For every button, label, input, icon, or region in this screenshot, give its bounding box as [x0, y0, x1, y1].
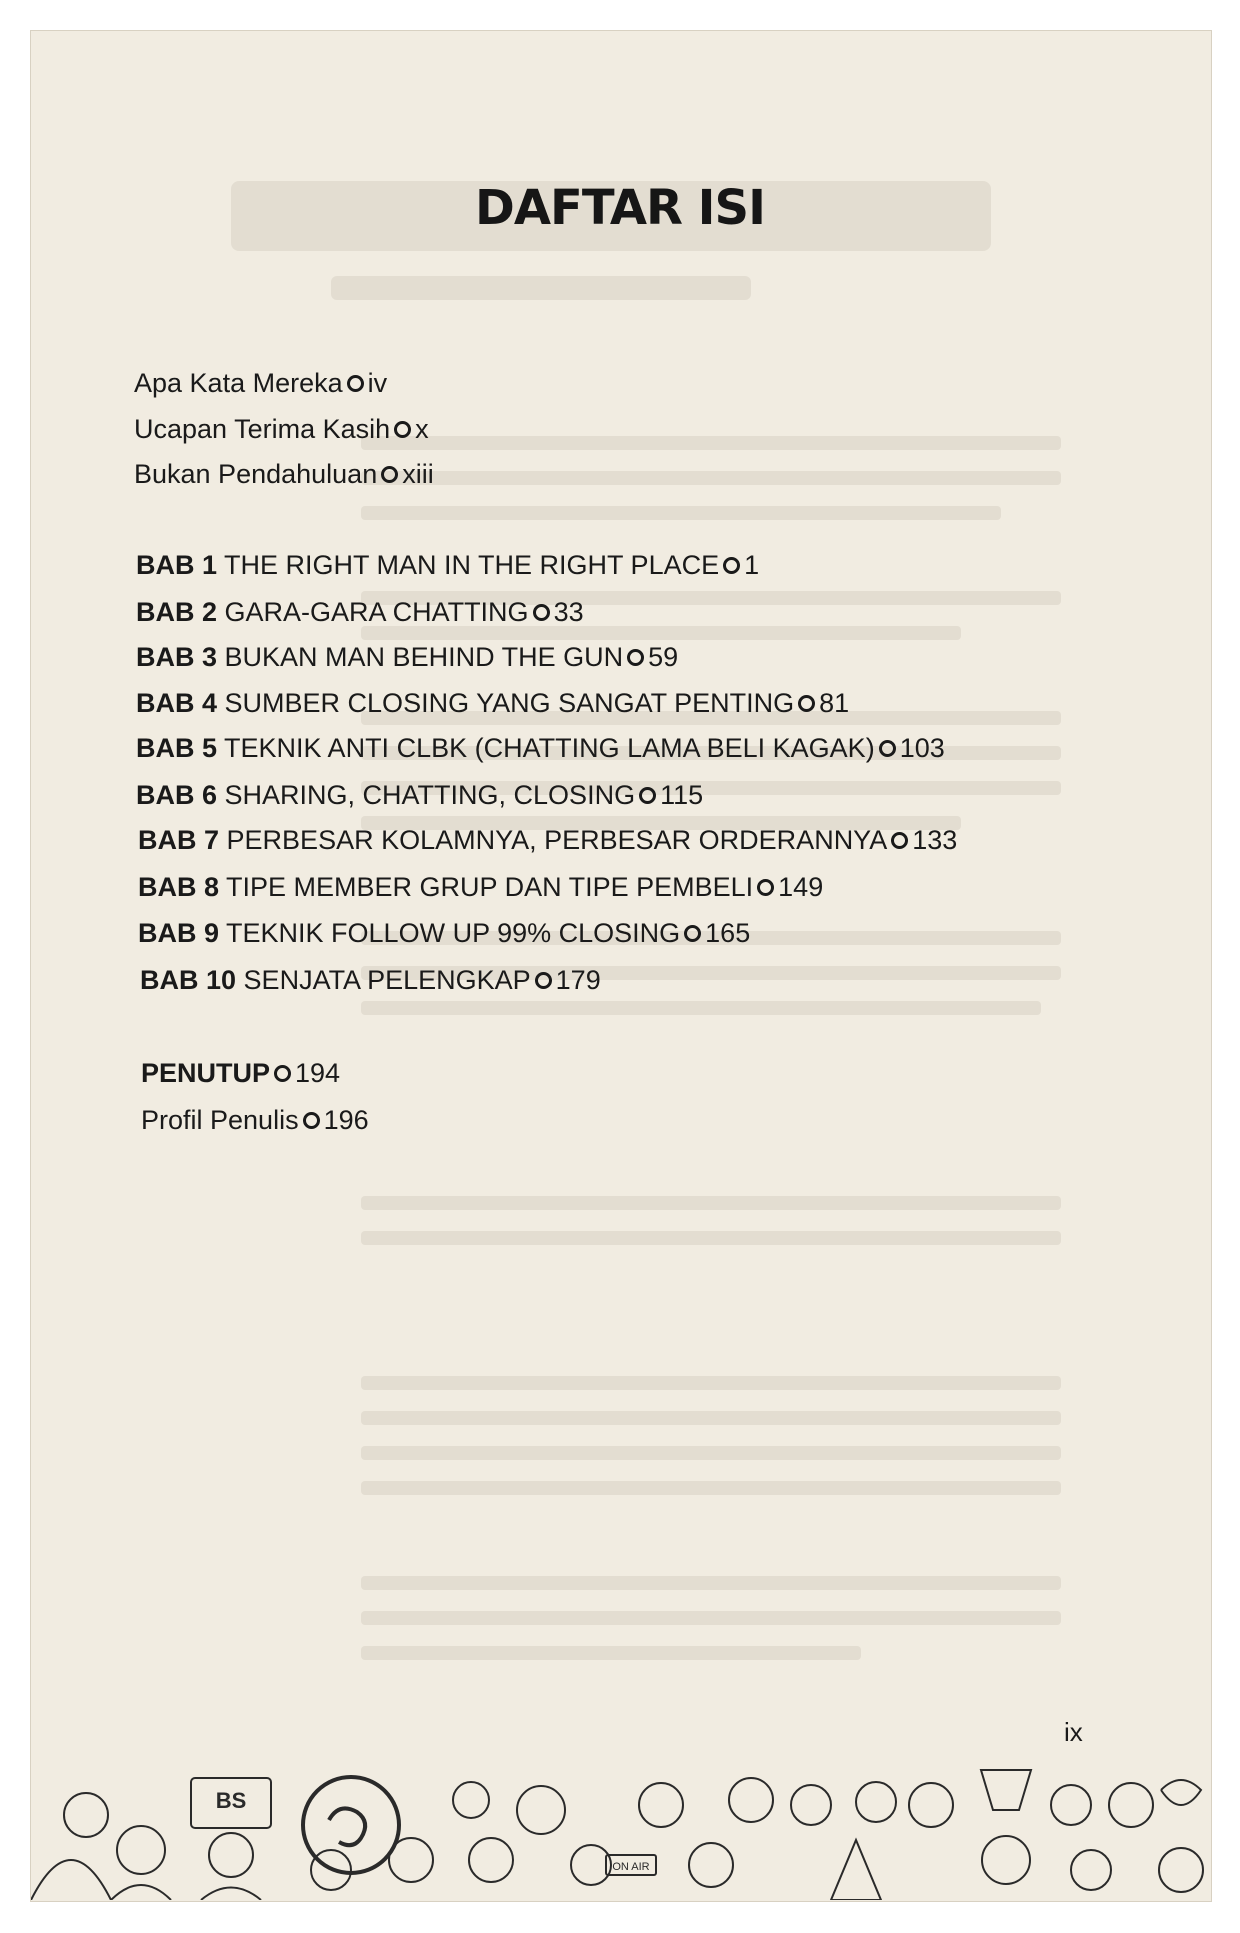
bullet-circle-icon — [639, 787, 656, 804]
page-number: ix — [1064, 1717, 1083, 1747]
toc-entry-title: SENJATA PELENGKAP — [243, 965, 531, 995]
toc-chapter-label: PENUTUP — [141, 1058, 271, 1088]
toc-entry — [134, 459, 434, 490]
toc-entry-title: Bukan Pendahuluan — [134, 459, 378, 489]
cartoon-crowd-illustration — [31, 1760, 1211, 1900]
bullet-circle-icon — [535, 972, 552, 989]
toc-page-number: 59 — [648, 642, 679, 672]
toc-entry — [138, 918, 750, 949]
toc-page-number: iv — [367, 368, 388, 398]
toc-page-number: 179 — [555, 965, 601, 995]
toc-entry-title: TEKNIK FOLLOW UP 99% CLOSING — [226, 918, 681, 948]
toc-page-number: 33 — [553, 597, 584, 627]
toc-chapter-label: BAB 2 — [136, 597, 218, 627]
toc-entry — [138, 872, 823, 903]
toc-page-number: 81 — [819, 688, 850, 718]
toc-entry — [136, 733, 945, 764]
toc-chapter-label: BAB 9 — [138, 918, 220, 948]
toc-entry — [136, 597, 584, 628]
toc-chapter-label: BAB 8 — [138, 872, 220, 902]
toc-entry-title: TEKNIK ANTI CLBK (CHATTING LAMA BELI KAGAK) — [224, 733, 875, 763]
toc-entry — [136, 642, 678, 673]
toc-entry — [141, 1058, 340, 1089]
toc-entry — [141, 1105, 369, 1136]
toc-chapter-label: BAB 10 — [140, 965, 237, 995]
bullet-circle-icon — [891, 832, 908, 849]
toc-chapter-label: BAB 1 — [136, 550, 218, 580]
toc-page-number: 103 — [899, 733, 945, 763]
bullet-circle-icon — [757, 879, 774, 896]
bullet-circle-icon — [303, 1112, 320, 1129]
bullet-circle-icon — [533, 604, 550, 621]
toc-entry — [136, 688, 849, 719]
toc-page-number: 149 — [778, 872, 824, 902]
toc-entry — [134, 368, 387, 399]
bullet-circle-icon — [627, 649, 644, 666]
toc-page-number: 165 — [705, 918, 751, 948]
bullet-circle-icon — [723, 557, 740, 574]
toc-entry-title: TIPE MEMBER GRUP DAN TIPE PEMBELI — [226, 872, 754, 902]
toc-entry — [138, 825, 957, 856]
toc-entry-title: GARA-GARA CHATTING — [224, 597, 529, 627]
toc-entry-title: Profil Penulis — [141, 1105, 299, 1135]
toc-entry — [136, 780, 703, 811]
toc-entry-title: PERBESAR KOLAMNYA, PERBESAR ORDERANNYA — [226, 825, 888, 855]
bullet-circle-icon — [274, 1065, 291, 1082]
toc-chapter-label: BAB 7 — [138, 825, 220, 855]
toc-page-number: 196 — [323, 1105, 369, 1135]
toc-entry — [140, 965, 601, 996]
toc-entry-title: Apa Kata Mereka — [134, 368, 343, 398]
toc-page-number: xiii — [402, 459, 434, 489]
toc-entry — [134, 414, 429, 445]
toc-entry-title: SHARING, CHATTING, CLOSING — [224, 780, 636, 810]
bullet-circle-icon — [798, 695, 815, 712]
toc-chapter-label: BAB 4 — [136, 688, 218, 718]
toc-page-number: 194 — [295, 1058, 341, 1088]
toc-chapter-label: BAB 5 — [136, 733, 218, 763]
bs-sign-label: BS — [215, 1788, 247, 1813]
toc-page-number: 133 — [912, 825, 958, 855]
bullet-circle-icon — [381, 466, 398, 483]
toc-entry-title: BUKAN MAN BEHIND THE GUN — [224, 642, 624, 672]
toc-chapter-label: BAB 6 — [136, 780, 218, 810]
bullet-circle-icon — [684, 925, 701, 942]
toc-entry-title: THE RIGHT MAN IN THE RIGHT PLACE — [224, 550, 720, 580]
bullet-circle-icon — [394, 421, 411, 438]
toc-page-number: 1 — [744, 550, 760, 580]
toc-entry — [136, 550, 759, 581]
bullet-circle-icon — [347, 375, 364, 392]
toc-entry-title: Ucapan Terima Kasih — [134, 414, 391, 444]
toc-page-number: x — [415, 414, 429, 444]
toc-entry-title: SUMBER CLOSING YANG SANGAT PENTING — [224, 688, 795, 718]
toc-page-number: 115 — [660, 780, 704, 810]
toc-chapter-label: BAB 3 — [136, 642, 218, 672]
bullet-circle-icon — [879, 740, 896, 757]
page-title: DAFTAR ISI — [475, 180, 765, 236]
on-air-sign-label: ON AIR — [612, 1861, 650, 1873]
